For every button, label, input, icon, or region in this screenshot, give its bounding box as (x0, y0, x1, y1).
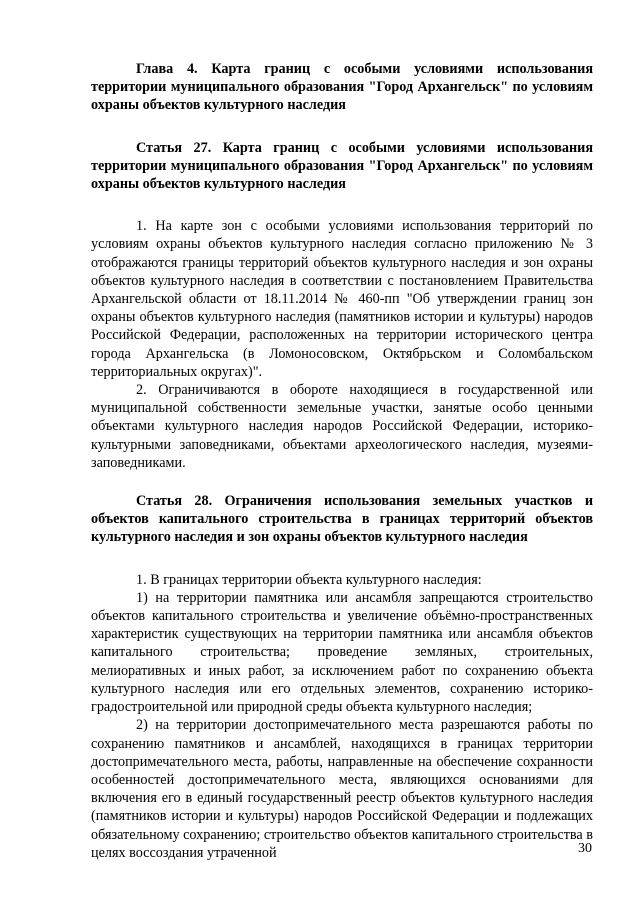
article-27-heading: Статья 27. Карта границ с особыми условиями использования территории муниципального образования "Город Архангельск" по условиям охраны объектов культурного наследия (91, 139, 593, 193)
article-28-item-1: 1) на территории памятника или ансамбля запрещаются строительство объектов капитального строительства и увеличение объёмно-пространственных характеристик существующих на территории памятника или ансамбля объектов капитального строительства; проведение земляных, строительных, мелиоративных и иных работ, за исключением работ по сохранению объекта культурного наследия или его отдельных элементов, сохранению историко-градостроительной или природной среды объекта культурного наследия; (91, 589, 593, 716)
article-28-heading: Статья 28. Ограничения использования земельных участков и объектов капитального строительства в границах территорий объектов культурного наследия и зон охраны объектов культурного наследия (91, 493, 593, 546)
article-27-paragraph-1: 1. На карте зон с особыми условиями использования территорий по условиям охраны объектов культурного наследия согласно приложению № 3 отображаются границы территорий объектов культурного наследия и зон охраны объектов культурного наследия в соответствии с постановлением Правительства Архангельской области от 18.11.2014 № 460-пп "Об утверждении границ зон охраны объектов культурного наследия (памятников истории и культуры) народов Российской Федерации, расположенных на территории исторического центра города Архангельска (в Ломоносовском, Октябрьском и Соломбальском территориальных округах)". (91, 218, 593, 380)
article-28-paragraph-1: 1. В границах территории объекта культурного наследия: (136, 571, 482, 588)
article-28-item-2: 2) на территории достопримечательного места разрешаются работы по сохранению памятников и ансамблей, находящихся в границах территории достопримечательного места, работы, направленные на обеспечение сохранности особенностей достопримечательного места, являющихся основаниями для включения его в единый государственный реестр объектов культурного наследия (памятников истории и культуры) народов Российской Федерации и подлежащих обязательному сохранению; строительство объектов капитального строительства в целях воссоздания утраченной (91, 717, 593, 861)
article-27-paragraph-2: 2. Ограничиваются в обороте находящиеся в государственной или муниципальной собственности земельные участки, занятые особо ценными объектами культурного наследия народов Российской Федерации, историко-культурными заповедниками, объектами археологического наследия, музеями-заповедниками. (91, 382, 593, 471)
page-number: 30 (578, 841, 592, 856)
chapter-4-heading: Глава 4. Карта границ с особыми условиями использования территории муниципального образования "Город Архангельск" по условиям охраны объектов культурного наследия (91, 61, 593, 114)
document-page (91, 60, 593, 862)
